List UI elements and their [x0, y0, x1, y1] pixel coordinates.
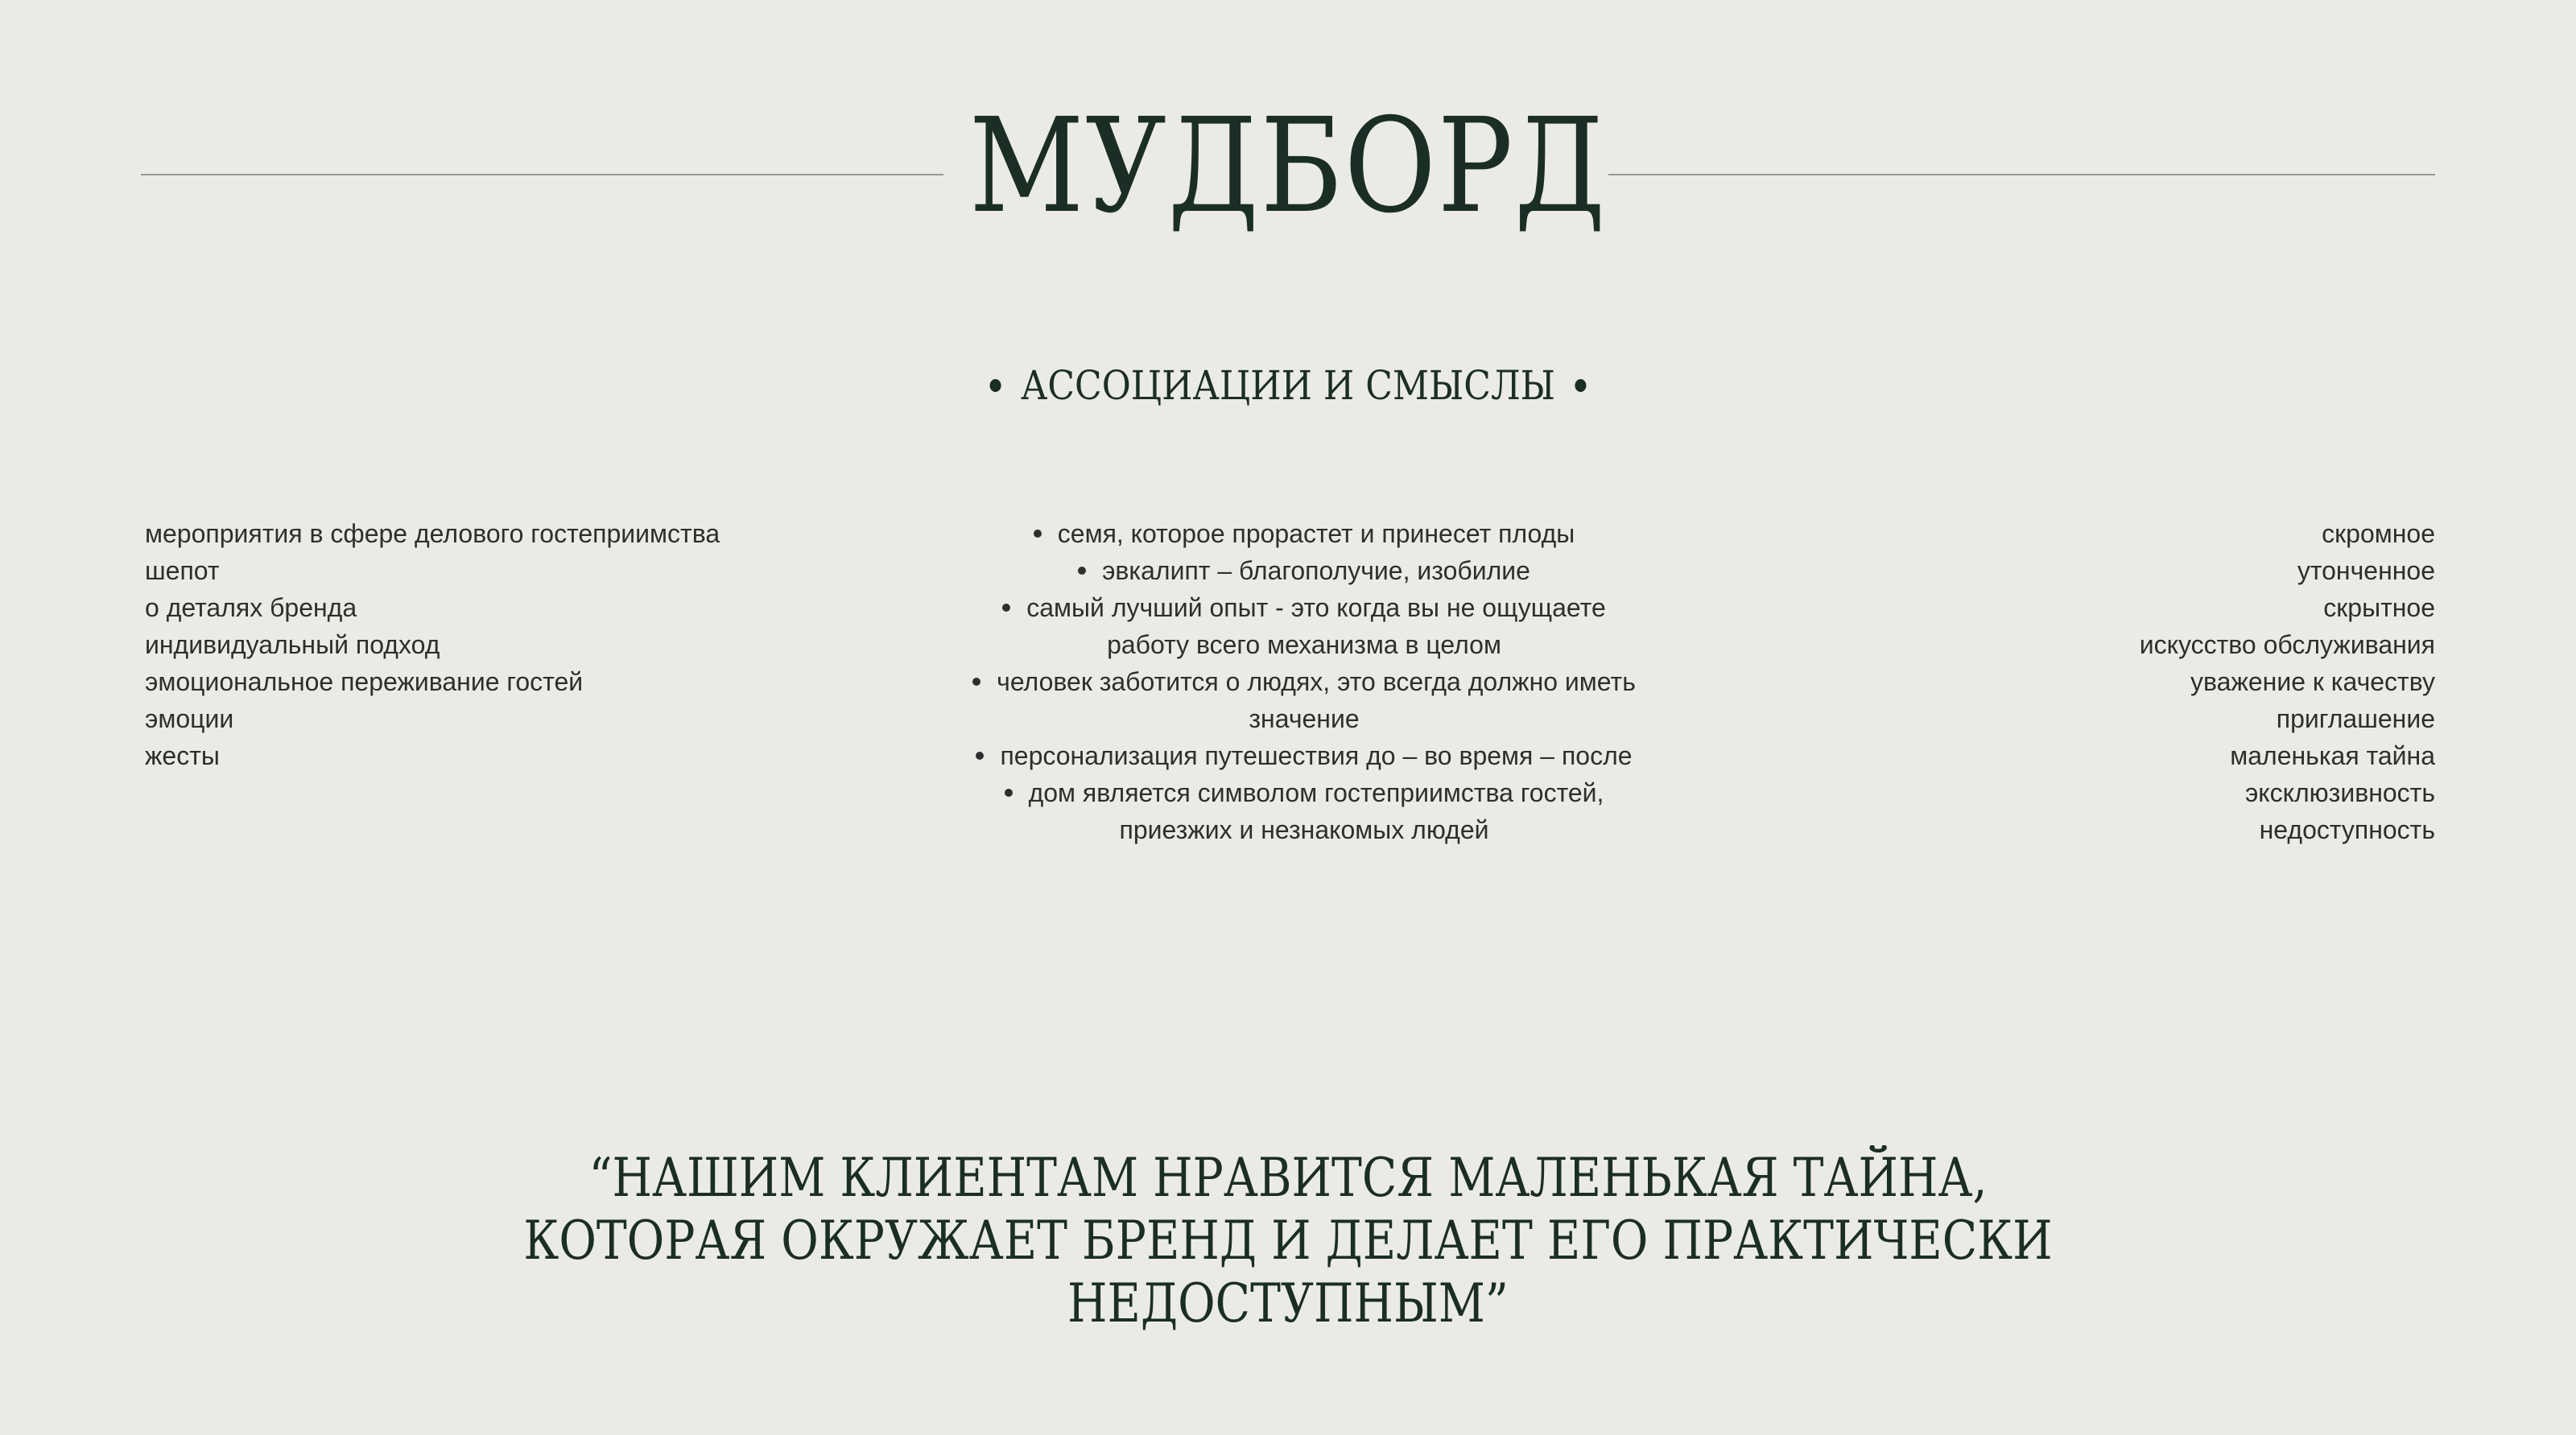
list-item-text: человек заботится о людях, это всегда должно иметь значение — [997, 667, 1636, 733]
bullet-icon — [1034, 530, 1042, 538]
brand-quote — [180, 1147, 2396, 1335]
bullet-icon — [1005, 789, 1013, 797]
page-title: МУДБОРД — [968, 91, 1608, 242]
list-item: индивидуальный подход — [145, 630, 440, 659]
quote-line: “НАШИМ КЛИЕНТАМ НРАВИТСЯ МАЛЕНЬКАЯ ТАЙНА, — [588, 1147, 1988, 1209]
quote-line: КОТОРАЯ ОКРУЖАЕТ БРЕНД И ДЕЛАЕТ ЕГО ПРАКТИЧЕСКИ — [523, 1210, 2053, 1272]
list-item: скрытное — [2323, 593, 2435, 622]
quote-line: НЕДОСТУПНЫМ” — [1067, 1272, 1509, 1334]
list-item: скромное — [2322, 519, 2435, 548]
list-item — [966, 663, 1642, 737]
bullet-icon — [972, 678, 980, 686]
bullet-icon — [1002, 604, 1010, 612]
list-item: маленькая тайна — [2230, 741, 2435, 770]
list-item: искусство обслуживания — [2139, 630, 2435, 659]
list-item: уважение к качеству — [2190, 667, 2435, 696]
bullet-icon — [1078, 567, 1086, 575]
list-item-text: самый лучший опыт - это когда вы не ощущаете работу всего механизма в целом — [1026, 593, 1606, 659]
subtitle-text: АССОЦИАЦИИ И СМЫСЛЫ — [1021, 362, 1555, 409]
list-item: шепот — [145, 556, 220, 585]
list-item: жесты — [145, 741, 220, 770]
list-item: о деталях бренда — [145, 593, 357, 622]
list-item: эмоциональное переживание гостей — [145, 667, 584, 696]
center-meanings-list — [966, 515, 1642, 848]
list-item-text: персонализация путешествия до – во время – после — [1000, 741, 1633, 770]
list-item — [966, 774, 1642, 848]
right-qualities-list — [2140, 515, 2435, 848]
list-item: утонченное — [2297, 556, 2435, 585]
left-associations-list — [145, 515, 720, 774]
section-subtitle — [155, 357, 2421, 414]
list-item — [966, 515, 1642, 552]
bullet-icon — [976, 752, 984, 760]
bullet-dot-icon — [1575, 379, 1587, 392]
list-item-text: семя, которое прорастет и принесет плоды — [1057, 519, 1575, 548]
list-item — [966, 737, 1642, 774]
list-item: эмоции — [145, 704, 234, 733]
bullet-dot-icon — [989, 379, 1001, 392]
list-item: приглашение — [2276, 704, 2435, 733]
list-item — [966, 552, 1642, 589]
list-item: эксклюзивность — [2244, 778, 2435, 807]
list-item — [966, 589, 1642, 663]
list-item: мероприятия в сфере делового гостеприимства — [145, 519, 720, 548]
list-item-text: дом является символом гостеприимства гостей, приезжих и незнакомых людей — [1028, 778, 1604, 844]
list-item-text: эвкалипт – благополучие, изобилие — [1102, 556, 1530, 585]
list-item: недоступность — [2259, 815, 2435, 844]
